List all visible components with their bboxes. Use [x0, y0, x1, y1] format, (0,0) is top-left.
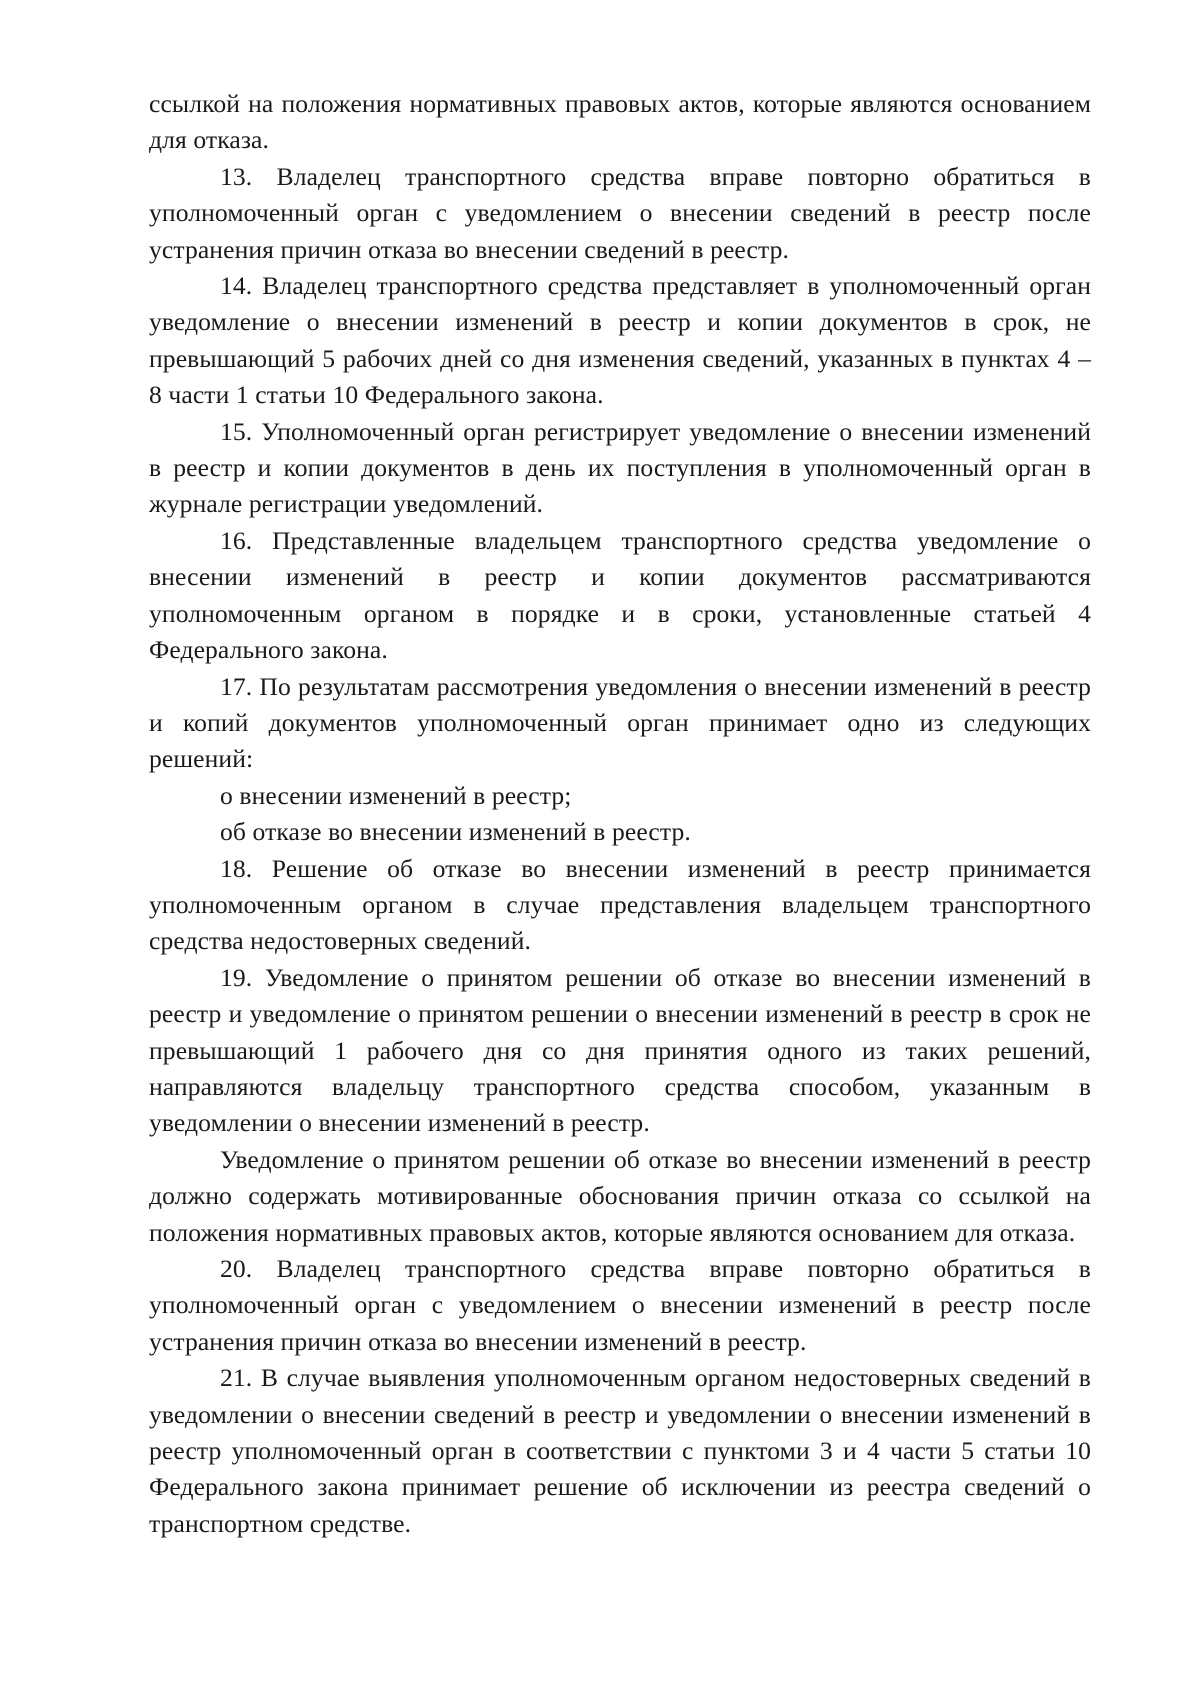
paragraph-19: 19. Уведомление о принятом решении об отказе во внесении изменений в реестр и уведомление о принятом решении о внесении изменений в реестр в срок не превышающий 1 рабочего дня со дня принятия одного из таких решений, направляются владельцу транспортного средства способом, указанным в уведомлении о внесении изменений в реестр.	[149, 962, 1091, 1138]
paragraph-21: 21. В случае выявления уполномоченным органом недостоверных сведений в уведомлении о внесении сведений в реестр и уведомлении о внесении изменений в реестр уполномоченный орган в соответствии с пунктоми 3 и 4 части 5 статьи 10 Федерального закона принимает решение об исключении из реестра сведений о транспортном средстве.	[149, 1363, 1091, 1538]
paragraph-14: 14. Владелец транспортного средства представляет в уполномоченный орган уведомление о внесении изменений в реестр и копии документов в срок, не превышающий 5 рабочих дней со дня изменения сведений, указанных в пунктах 4 – 8 части 1 статьи 10 Федерального закона.	[149, 271, 1091, 410]
paragraph-16: 16. Представленные владельцем транспортного средства уведомление о внесении изменений в реестр и копии документов рассматриваются уполномоченным органом в порядке и в сроки, установленные статьей 4 Федерального закона.	[149, 525, 1091, 665]
paragraph-18: 18. Решение об отказе во внесении изменений в реестр принимается уполномоченным органом в случае представления владельцем транспортного средства недостоверных сведений.	[149, 853, 1091, 956]
paragraph-17: 17. По результатам рассмотрения уведомления о внесении изменений в реестр и копий документов уполномоченный орган принимает одно из следующих решений:	[149, 671, 1091, 774]
paragraph-continuation: ссылкой на положения нормативных правовых актов, которые являются основанием для отказа.	[149, 89, 1091, 155]
paragraph-13: 13. Владелец транспортного средства вправе повторно обратиться в уполномоченный орган с уведомлением о внесении сведений в реестр после устранения причин отказа во внесении сведений в реестр.	[149, 161, 1091, 264]
paragraph-17-option-2: об отказе во внесении изменений в реестр.	[220, 817, 691, 847]
document-body	[149, 86, 1091, 1542]
paragraph-19-continued: Уведомление о принятом решении об отказе во внесении изменений в реестр должно содержать мотивированные обоснования причин отказа со ссылкой на положения нормативных правовых актов, которые являются основанием для отказа.	[149, 1144, 1091, 1247]
paragraph-15: 15. Уполномоченный орган регистрирует уведомление о внесении изменений в реестр и копии документов в день их поступления в уполномоченный орган в журнале регистрации уведомлений.	[149, 416, 1091, 519]
paragraph-20: 20. Владелец транспортного средства вправе повторно обратиться в уполномоченный орган с уведомлением о внесении изменений в реестр после устранения причин отказа во внесении изменений в реестр.	[149, 1254, 1091, 1356]
paragraph-17-option-1: о внесении изменений в реестр;	[220, 780, 572, 810]
